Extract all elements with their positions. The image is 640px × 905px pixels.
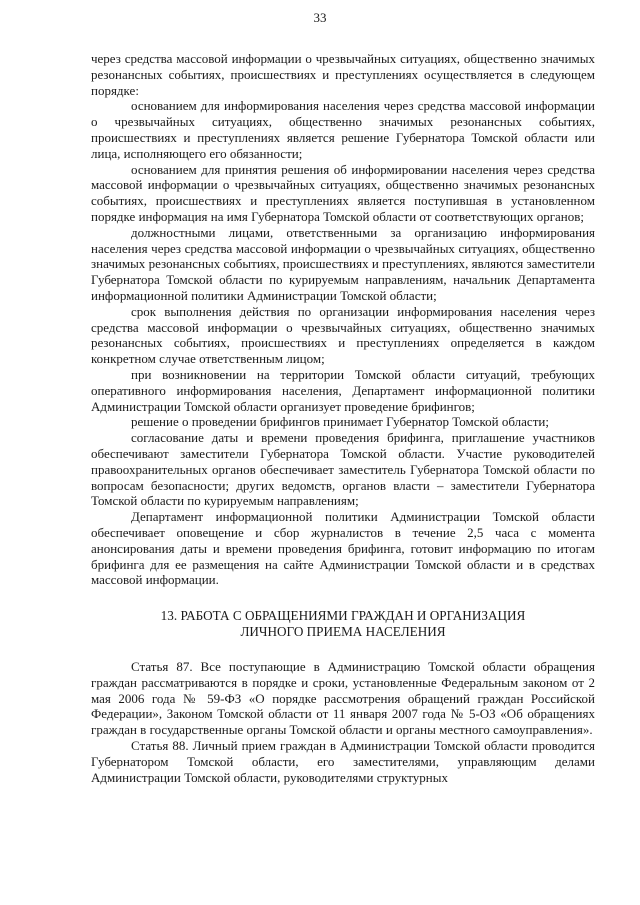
section-heading-line-2: ЛИЧНОГО ПРИЕМА НАСЕЛЕНИЯ xyxy=(240,624,446,640)
paragraphs-after xyxy=(91,659,595,785)
page-number: 33 xyxy=(313,10,327,25)
paragraph: Статья 88. Личный прием граждан в Администрации Томской области проводится Губернатором Томской области, его заместителями, управляющим делами Администрации Томской области, руководителями структурных xyxy=(91,738,595,785)
paragraph: согласование даты и времени проведения брифинга, приглашение участников обеспечивают заместители Губернатора Томской области. Участие руководителей правоохранительных органов обеспечивает заместитель Губернатора Томской области по вопросам безопасности; других ведомств, органов власти – заместители Губернатора Томской области по курируемым направлениям; xyxy=(91,430,595,509)
section-heading xyxy=(91,608,595,640)
document-body xyxy=(91,51,595,785)
paragraphs-before xyxy=(91,51,595,588)
paragraph: срок выполнения действия по организации информирования населения через средства массовой информации о чрезвычайных ситуациях, общественно значимых резонансных событиях, происшествиях и преступлениях определяется в каждом конкретном случае ответственным лицом; xyxy=(91,303,595,367)
section-heading-line-1: 13. РАБОТА С ОБРАЩЕНИЯМИ ГРАЖДАН И ОРГАНИЗАЦИЯ xyxy=(160,608,526,624)
paragraph: Статья 87. Все поступающие в Администрацию Томской области обращения граждан рассматриваются в порядке и сроки, установленные Федеральным законом от 2 мая 2006 года № 59-ФЗ «О порядке рассмотрения обращений граждан Российской Федерации», Законом Томской области от 11 января 2007 года № 5-ОЗ «Об обращениях граждан в государственные органы Томской области и органы местного самоуправления». xyxy=(91,659,595,738)
paragraph: основанием для информирования населения через средства массовой информации о чрезвычайных ситуациях, общественно значимых резонансных событиях, происшествиях и преступлениях является решение Губернатора Томской области или лица, исполняющего его обязанности; xyxy=(91,98,595,161)
paragraph: Департамент информационной политики Администрации Томской области обеспечивает оповещение и сбор журналистов в течение 2,5 часа с момента анонсирования даты и времени проведения брифинга, готовит информацию по итогам брифинга для ее размещения на сайте Администрации Томской области и в средствах массовой информации. xyxy=(91,509,595,588)
paragraph: должностными лицами, ответственными за организацию информирования населения через средства массовой информации о чрезвычайных ситуациях, общественно значимых резонансных событиях, происшествиях и преступлениях, являются заместители Губернатора Томской области по курируемым направлениям, начальник Департамента информационной политики Администрации Томской области; xyxy=(91,224,595,303)
paragraph: через средства массовой информации о чрезвычайных ситуациях, общественно значимых резонансных событиях, происшествиях и преступлениях осуществляется в следующем порядке: xyxy=(91,51,595,98)
paragraph: при возникновении на территории Томской области ситуаций, требующих оперативного информирования населения, Департамент информационной политики Администрации Томской области организует проведение брифингов; xyxy=(91,366,595,414)
paragraph: основанием для принятия решения об информировании населения через средства массовой информации о чрезвычайных ситуациях, общественно значимых резонансных событиях, происшествиях и преступлениях является поступившая в установленном порядке информация на имя Губернатора Томской области от соответствующих органов; xyxy=(91,161,595,224)
paragraph: решение о проведении брифингов принимает Губернатор Томской области; xyxy=(131,414,549,430)
